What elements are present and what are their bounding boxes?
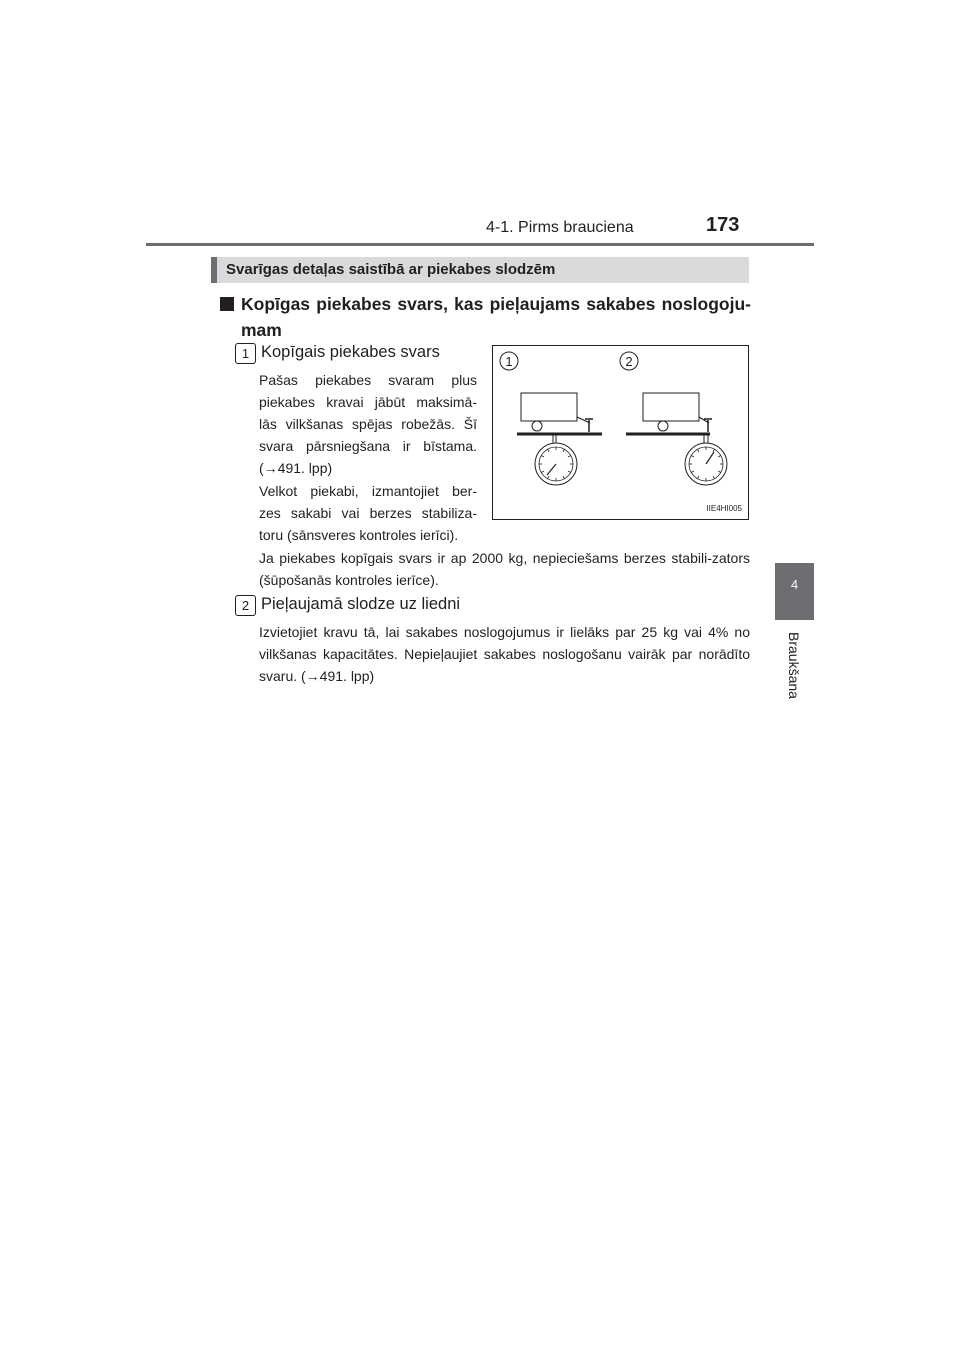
text-line: piekabes kravai jābūt maksimā- [259,394,477,410]
item-2-paragraph: Izvietojiet kravu tā, lai sakabes noslogojumus ir lielāks par 25 kg vai 4% no vilkšanas kapacitātes. Nepieļaujiet sakabes noslogošanu vairāk par norādīto svaru. (→491. lpp) [259,624,750,684]
chapter-tab-title-text: Braukšana [786,632,802,699]
running-header-section: 4-1. Pirms brauciena [486,219,634,236]
chapter-tab-number: 4 [790,577,799,592]
text-line: lās vilkšanas spējas robežās. Šī [259,416,477,432]
item-2-heading: Pieļaujamā slodze uz liedni [261,595,461,613]
trailer-scale-illustration [493,346,748,519]
trailer-1-wheel [532,421,542,431]
text-line: (→491. lpp) [259,460,333,476]
text-line: Velkot piekabi, izmantojiet ber- [259,483,477,499]
callout-2-label: 2 [625,354,633,369]
item-1-paragraph-2 [259,480,477,546]
text-line: zes sakabi vai berzes stabiliza- [259,505,477,521]
item-number-1: 1 [235,343,256,364]
trailer-2-wheel [658,421,668,431]
square-bullet-icon [220,297,234,311]
trailer-2-body [643,393,699,421]
item-1-heading: Kopīgais piekabes svars [261,343,440,361]
trailer-1 [517,393,602,485]
chapter-tab-title [779,632,809,704]
header-rule [146,243,814,246]
callout-1-label: 1 [505,354,513,369]
trailer-2 [626,393,727,485]
subheading: Kopīgas piekabes svars, kas pieļaujams sakabes noslogoju-mam [241,294,751,340]
text-line: toru (sānsveres kontroles ierīci). [259,527,459,543]
figure-code: IIE4HI005 [706,504,742,513]
item-1-paragraph-1 [259,369,477,479]
text-line: Pašas piekabes svaram plus [259,372,477,388]
item-number-2: 2 [235,595,256,616]
item-1-paragraph-3: Ja piekabes kopīgais svars ir ap 2000 kg, nepieciešams berzes stabili-zators (šūpošanās kontroles ierīce). [259,550,750,588]
hitch-weight-figure [492,345,749,520]
section-title: Svarīgas detaļas saistībā ar piekabes slodzēm [226,261,556,278]
page-number: 173 [706,214,740,236]
section-heading-accent [211,257,217,283]
trailer-1-drawbar [577,417,590,423]
text-line: svara pārsniegšana ir bīstama. [259,438,477,454]
trailer-1-body [521,393,577,421]
